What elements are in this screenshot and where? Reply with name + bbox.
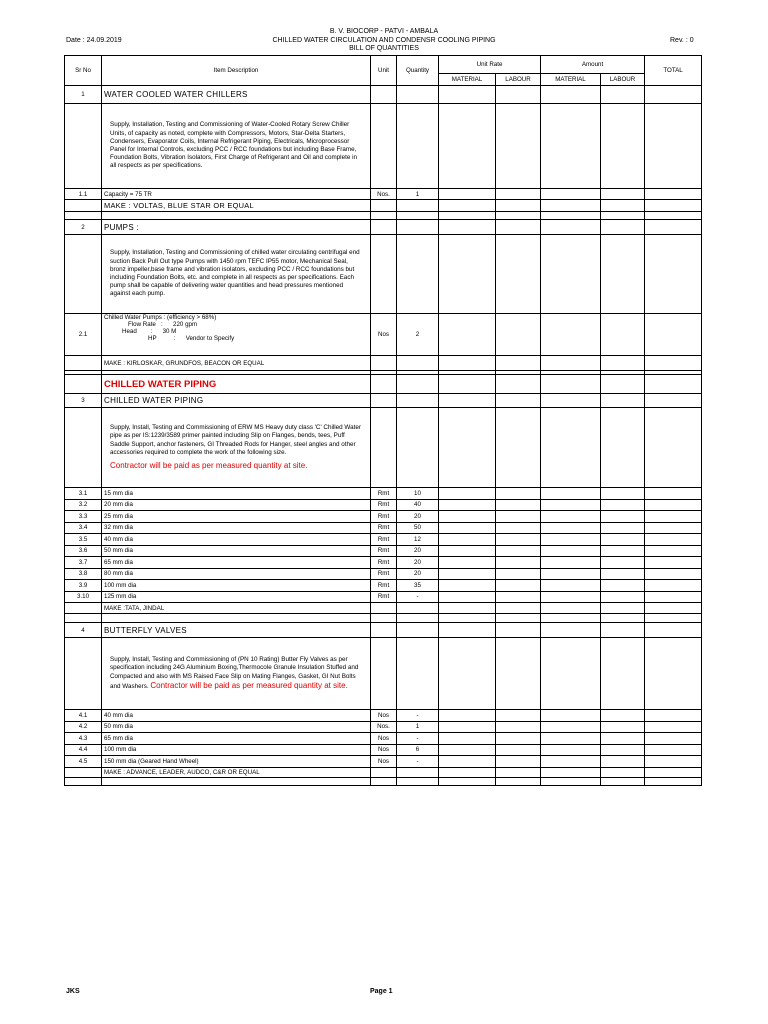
document-date: Date : 24.09.2019	[66, 37, 122, 44]
boq-table	[64, 55, 702, 786]
table-row	[65, 580, 702, 592]
item-number: 3.5	[65, 534, 102, 546]
pump-hp: HP : Vendor to Specify	[148, 335, 235, 342]
table-row	[65, 756, 702, 768]
table-row	[65, 189, 702, 200]
make-text: MAKE :TATA, JINDAL	[102, 603, 371, 614]
make-row	[65, 767, 702, 777]
col-rate-material: MATERIAL	[439, 74, 496, 86]
table-row	[65, 314, 702, 356]
item-unit: Nos.	[371, 721, 397, 733]
item-description: 20 mm dia	[102, 499, 371, 511]
item-description: 32 mm dia	[102, 522, 371, 534]
item-quantity: 40	[397, 499, 439, 511]
col-total: TOTAL	[645, 56, 702, 86]
item-unit: Rmt	[371, 545, 397, 557]
item-quantity: 20	[397, 557, 439, 569]
item-quantity: 50	[397, 522, 439, 534]
make-text: MAKE : KIRLOSKAR, GRUNDFOS, BEACON OR EQUAL	[102, 356, 371, 371]
item-quantity: -	[397, 591, 439, 603]
item-description: 150 mm dia (Geared Hand Wheel)	[102, 756, 371, 768]
item-quantity: 1	[397, 721, 439, 733]
item-quantity: 20	[397, 568, 439, 580]
pump-spec	[102, 314, 371, 356]
item-description: 40 mm dia	[102, 534, 371, 546]
item-quantity: -	[397, 756, 439, 768]
item-unit: Nos	[371, 756, 397, 768]
make-row	[65, 200, 702, 212]
description-row	[65, 638, 702, 710]
table-row	[65, 534, 702, 546]
table-row	[65, 522, 702, 534]
item-unit: Rmt	[371, 568, 397, 580]
item-number: 3.9	[65, 580, 102, 592]
section-description: Supply, Installation, Testing and Commissioning of chilled water circulating centrifugal end suction Back Pull Out type Pumps with 1450 rpm TEFC IP55 motor, Mechanical Seal, bronz impeller,base frame and vibration isolators, excluding PCC / RCC foundations but including Foundation Bolts, etc. and complete in all respects as per specifications. Each pump shall be capable of delivering water quantities and head pressures mentioned against each pump.	[102, 235, 371, 314]
table-row	[65, 499, 702, 511]
section-row	[65, 394, 702, 408]
section-title: CHILLED WATER PIPING	[102, 394, 371, 408]
make-text: MAKE : ADVANCE, LEADER, AUDCO, C&R OR EQUAL	[102, 767, 371, 777]
pump-flow-rate: Flow Rate : 220 gpm	[128, 321, 198, 328]
item-description: 25 mm dia	[102, 511, 371, 523]
col-item-description: Item Description	[102, 56, 371, 86]
table-row	[65, 511, 702, 523]
description-row	[65, 104, 702, 189]
item-unit: Nos	[371, 314, 397, 356]
item-quantity: 2	[397, 314, 439, 356]
section-row	[65, 86, 702, 104]
item-quantity: 20	[397, 545, 439, 557]
col-amount: Amount	[541, 56, 645, 74]
item-description: 50 mm dia	[102, 721, 371, 733]
table-row	[65, 721, 702, 733]
item-number: 4.2	[65, 721, 102, 733]
document-revision: Rev. : 0	[670, 37, 694, 44]
item-quantity: 35	[397, 580, 439, 592]
section-description: Supply, Installation, Testing and Commissioning of Water-Cooled Rotary Screw Chiller Units, of capacity as noted, complete with Compressors, Motors, Star-Delta Starters, Condensers, Evaporator Coils, Internal Refrigerant Piping, Electricals, Microprocessor Panel for Internal Controls, excluding PCC / RCC foundations but including Base Frame, Foundation Bolts, Vibration Isolators, First Charge of Refrigerant and Oil and complete in all respects as per specifications.	[102, 104, 371, 189]
item-description: 65 mm dia	[102, 557, 371, 569]
item-number: 3.3	[65, 511, 102, 523]
pump-spec-line: Chilled Water Pumps : (efficiency > 68%)	[104, 314, 217, 321]
company-name: B. V. BIOCORP - PATVI - AMBALA	[329, 28, 439, 35]
table-row	[65, 591, 702, 603]
item-number: 3.8	[65, 568, 102, 580]
item-unit: Rmt	[371, 522, 397, 534]
item-unit: Nos.	[371, 189, 397, 200]
section-number: 2	[65, 220, 102, 235]
item-unit: Rmt	[371, 511, 397, 523]
make-text: MAKE : VOLTAS, BLUE STAR OR EQUAL	[102, 200, 371, 212]
section-title: WATER COOLED WATER CHILLERS	[102, 86, 371, 104]
table-row	[65, 710, 702, 722]
item-quantity: -	[397, 710, 439, 722]
table-row	[65, 733, 702, 745]
section-description-cell	[102, 408, 371, 488]
contractor-note: Contractor will be paid as per measured quantity at site.	[150, 680, 348, 690]
col-amount-material: MATERIAL	[541, 74, 601, 86]
section-row	[65, 220, 702, 235]
item-number: 3.7	[65, 557, 102, 569]
item-quantity: 20	[397, 511, 439, 523]
page-number: Page 1	[370, 988, 393, 995]
col-amount-labour: LABOUR	[601, 74, 645, 86]
table-row	[65, 568, 702, 580]
item-number: 4.4	[65, 744, 102, 756]
item-unit: Nos	[371, 710, 397, 722]
description-row	[65, 408, 702, 488]
item-description: 40 mm dia	[102, 710, 371, 722]
item-number: 4.1	[65, 710, 102, 722]
item-number: 3.2	[65, 499, 102, 511]
section-number: 4	[65, 623, 102, 638]
item-unit: Rmt	[371, 580, 397, 592]
col-unit-rate: Unit Rate	[439, 56, 541, 74]
item-number: 3.6	[65, 545, 102, 557]
item-unit: Nos	[371, 744, 397, 756]
item-description: Capacity = 75 TR	[102, 189, 371, 200]
item-number: 3.1	[65, 488, 102, 500]
item-number: 4.5	[65, 756, 102, 768]
item-quantity: 10	[397, 488, 439, 500]
item-number: 3.4	[65, 522, 102, 534]
table-row	[65, 744, 702, 756]
section-number: 3	[65, 394, 102, 408]
chilled-water-piping-heading: CHILLED WATER PIPING	[102, 375, 371, 394]
document-subtitle: BILL OF QUANTITIES	[349, 45, 419, 52]
item-number: 2.1	[65, 314, 102, 356]
section-number: 1	[65, 86, 102, 104]
item-quantity: -	[397, 733, 439, 745]
footer-initials: JKS	[66, 988, 80, 995]
section-description: Supply, Install, Testing and Commissioning of (PN 10 Rating) Butter Fly Valves as per specification including 24G Aluminium Boxing,Thermocole Granule Insulation Stuffed and Compacted and also with MS Raised Face Slip on Mating Flanges, Gasket, GI Nut Bolts and Washers.	[110, 656, 359, 690]
item-quantity: 12	[397, 534, 439, 546]
contractor-note: Contractor will be paid as per measured quantity at site.	[110, 460, 308, 470]
section-title: PUMPS :	[102, 220, 371, 235]
make-row	[65, 603, 702, 614]
table-row	[65, 488, 702, 500]
section-title: BUTTERFLY VALVES	[102, 623, 371, 638]
document-title: CHILLED WATER CIRCULATION AND CONDENSR COOLING PIPING	[272, 37, 496, 44]
col-rate-labour: LABOUR	[496, 74, 541, 86]
item-number: 4.3	[65, 733, 102, 745]
col-unit: Unit	[371, 56, 397, 86]
table-row	[65, 545, 702, 557]
item-unit: Rmt	[371, 488, 397, 500]
table-row	[65, 557, 702, 569]
make-row	[65, 356, 702, 371]
section-description: Supply, Install, Testing and Commissioning of ERW MS Heavy duty class 'C' Chilled Water pipe as per IS:1239/3589 primer painted including Slip on Flanges, bends, tees, Puff Saddle Support, anchor fasteners, GI Threaded Rods for Hanger, steel angles and other accessories required to complete the work of the following size.	[110, 424, 361, 456]
item-description: 15 mm dia	[102, 488, 371, 500]
item-description: 100 mm dia	[102, 744, 371, 756]
item-number: 1.1	[65, 189, 102, 200]
item-quantity: 1	[397, 189, 439, 200]
item-quantity: 6	[397, 744, 439, 756]
pump-head: Head : 30 M	[122, 328, 177, 335]
heading-row	[65, 375, 702, 394]
description-row	[65, 235, 702, 314]
section-row	[65, 623, 702, 638]
col-quantity: Quantity	[397, 56, 439, 86]
item-description: 50 mm dia	[102, 545, 371, 557]
item-number: 3.10	[65, 591, 102, 603]
item-description: 100 mm dia	[102, 580, 371, 592]
table-header-row	[65, 56, 702, 74]
section-description-cell	[102, 638, 371, 710]
item-description: 125 mm dia	[102, 591, 371, 603]
item-unit: Rmt	[371, 499, 397, 511]
item-description: 65 mm dia	[102, 733, 371, 745]
item-unit: Rmt	[371, 591, 397, 603]
item-unit: Rmt	[371, 557, 397, 569]
item-unit: Nos	[371, 733, 397, 745]
item-unit: Rmt	[371, 534, 397, 546]
col-sr-no: Sr No	[65, 56, 102, 86]
item-description: 80 mm dia	[102, 568, 371, 580]
